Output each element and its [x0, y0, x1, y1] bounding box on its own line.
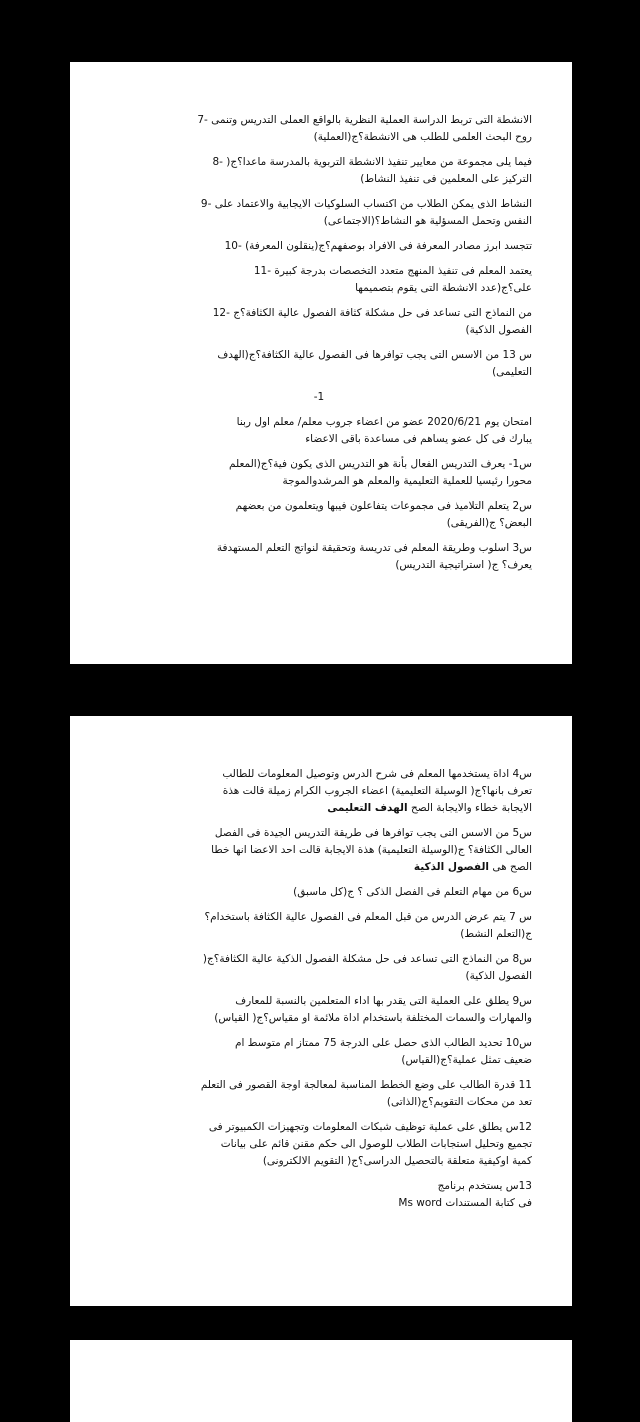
line: النفس وتحمل المسؤلية هو النشاط؟(الاجتماعى) — [323, 215, 532, 227]
question-11 — [106, 263, 532, 297]
question-8 — [106, 154, 532, 188]
line: الانشطة التى تربط الدراسة العملية النظرية بالواقع العملى التدريس وتنمى -7 — [197, 114, 532, 126]
question-12 — [106, 305, 532, 339]
bold-answer: الهدف التعليمى — [327, 802, 408, 814]
line: كمية اوكيفية متعلقة بالتحصيل الدراسى؟ج( التقويم الالكترونى) — [262, 1155, 532, 1167]
line: س1- يعرف التدريس الفعال بأنة هو التدريس الذى يكون فية؟ج(المعلم — [228, 458, 532, 470]
line: س3 اسلوب وطريقة المعلم فى تدريسة وتحقيقة لنواتج التعلم المستهدفة — [216, 542, 532, 554]
exam-question-1 — [106, 456, 532, 490]
line: تعرف بانها؟ج( الوسيلة التعليمية) اعضاء الجروب الكرام زميلة قالت هذة — [222, 785, 532, 797]
line: س5 من الاسس التى يجب توافرها فى طريقة التدريس الجيدة فى الفصل — [214, 827, 532, 839]
line: النشاط الذى يمكن الطلاب من اكتساب السلوكيات الايجابية والاعتماد على -9 — [200, 198, 532, 210]
exam-question-3 — [106, 540, 532, 574]
exam-question-6 — [106, 884, 532, 901]
line: التركيز على المعلمين فى تنفيذ النشاط) — [360, 173, 532, 185]
line: ضعيف تمثل عملية؟ج(القياس) — [401, 1054, 532, 1066]
line: البعض؟ ج(الفريقى) — [446, 517, 532, 529]
line: محورا رئيسيا للعملية التعليمية والمعلم هو المرشدوالموجة — [282, 475, 532, 487]
line: ج(التعلم النشط) — [460, 928, 532, 940]
line: س9 يطلق على العملية التى يقدر بها اداء المتعلمين بالنسبة للمعارف — [235, 995, 532, 1007]
line: 12س يطلق على عملية توظيف شبكات المعلومات وتجهيزات الكمبيوتر فى — [208, 1121, 532, 1133]
exam-question-4 — [106, 766, 532, 817]
exam-question-12 — [106, 1119, 532, 1170]
question-7 — [106, 112, 532, 146]
line: الفصول الذكية) — [465, 324, 532, 336]
line: 1- — [313, 391, 325, 403]
line: التعليمى) — [492, 366, 532, 378]
exam-question-2 — [106, 498, 532, 532]
list-marker — [106, 389, 532, 406]
exam-question-9 — [106, 993, 532, 1027]
line: س2 يتعلم التلاميذ فى مجموعات يتفاعلون فيبها ويتعلمون من بعضهم — [235, 500, 532, 512]
exam-note — [106, 414, 532, 448]
text: الصح هى — [492, 861, 532, 873]
exam-question-7 — [106, 909, 532, 943]
bold-answer: الفصول الذكية — [413, 861, 490, 873]
line — [106, 800, 532, 817]
question-13 — [106, 347, 532, 381]
line: يبارك فى كل عضو يساهم فى مساعدة باقى الاعضاء — [305, 433, 532, 445]
document-page-1 — [70, 62, 572, 664]
line: العالى الكثافة؟ ج(الوسيلة التعليمية) هذة الايجابة قالت احد الاعضا انها خطا — [211, 844, 532, 856]
text: الايجابة خطاء والايجابة الصح — [410, 802, 532, 814]
line: من النماذج التى تساعد فى حل مشكلة كثافة الفصول عالية الكثافة؟ج -12 — [212, 307, 532, 319]
line: 13س يستخدم برنامج — [437, 1180, 532, 1192]
line: روح البحث العلمى للطلب هى الانشطة؟ج(العملية) — [313, 131, 532, 143]
exam-question-11 — [106, 1077, 532, 1111]
line: والمهارات والسمات المختلفة باستخدام اداة ملائمة او مقياس؟ج( القياس) — [214, 1012, 532, 1024]
line: فى كتابة المستندات Ms word — [398, 1197, 532, 1209]
line: س 13 من الاسس التى يجب توافرها فى الفصول عالية الكثافة؟ج(الهدف — [217, 349, 532, 361]
exam-question-13 — [106, 1178, 532, 1212]
line: س4 اداة يستخدمها المعلم فى شرح الدرس وتوصيل المعلومات للطالب — [222, 768, 532, 780]
line — [106, 859, 532, 876]
exam-question-8 — [106, 951, 532, 985]
line: تتجسد ابرز مصادر المعرفة فى الافراد بوصفهم؟ج(ينقلون المعرفة) -10 — [224, 240, 532, 252]
question-9 — [106, 196, 532, 230]
document-page-2 — [70, 716, 572, 1306]
line: س6 من مهام التعلم فى الفصل الذكى ؟ ج(كل ماسبق) — [293, 886, 532, 898]
line: تعد من محكات التقويم؟ج(الذاتى) — [386, 1096, 532, 1108]
line: تجميع وتحليل استجابات الطلاب للوصول الى حكم مقنن قائم على بيانات — [220, 1138, 532, 1150]
line: فيما يلى مجموعة من معايير تنفيذ الانشطة التربوية بالمدرسة ماعدا؟ج( -8 — [212, 156, 532, 168]
line: 11 قدرة الطالب على وضع الخطط المناسبة لمعالجة اوجة القصور فى التعلم — [200, 1079, 532, 1091]
exam-question-10 — [106, 1035, 532, 1069]
line: س8 من النماذج التى تساعد فى حل مشكلة الفصول الذكية عالية الكثافة؟ج( — [202, 953, 532, 965]
line: الفصول الذكية) — [465, 970, 532, 982]
line: على؟ج(عدد الانشطة التى يقوم بتصميمها — [355, 282, 532, 294]
line: يعتمد المعلم فى تنفيذ المنهج متعدد التخصصات بدرجة كبيرة -11 — [253, 265, 532, 277]
line: س 7 يتم عرض الدرس من قبل المعلم فى الفصول عالية الكثافة باستخدام؟ — [204, 911, 532, 923]
exam-question-5 — [106, 825, 532, 876]
document-page-3 — [70, 1340, 572, 1422]
question-10 — [106, 238, 532, 255]
line: س10 تحديد الطالب الذى حصل على الدرجة 75 ممتاز ام متوسط ام — [234, 1037, 532, 1049]
line: امتحان يوم 2020/6/21 عضو من اعضاء جروب معلم/ معلم اول ربنا — [236, 416, 532, 428]
line: يعرف؟ ج( استراتيجية التدريس) — [395, 559, 532, 571]
